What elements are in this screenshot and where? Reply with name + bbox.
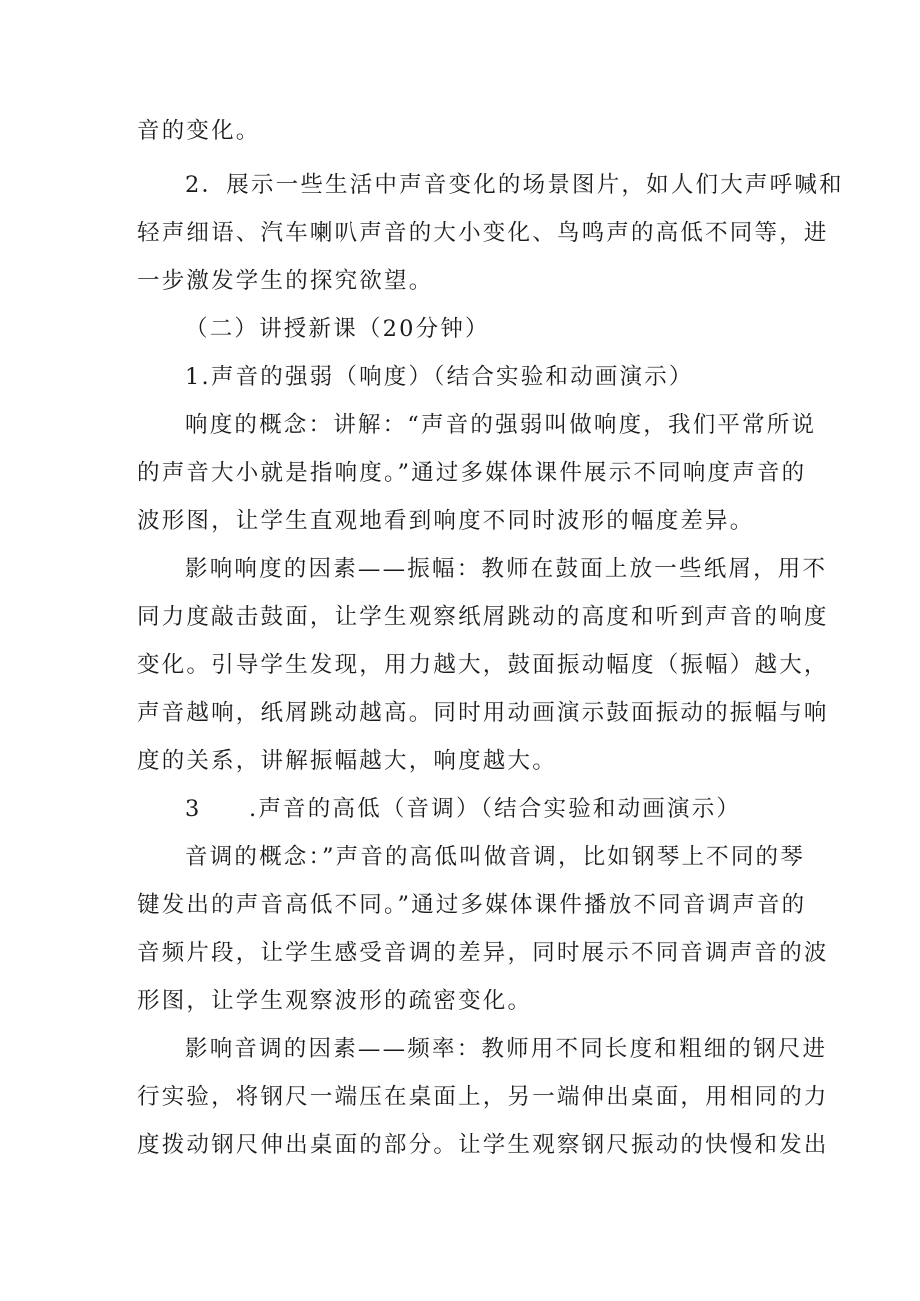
paragraph-line: 音的变化。 <box>137 118 261 144</box>
subsection-heading: 1.声音的强弱（响度）（结合实验和动画演示） <box>185 364 694 390</box>
paragraph-line: 键发出的声音高低不同。”通过多媒体课件播放不同音调声音的 <box>137 892 807 918</box>
paragraph-line: 影响音调的因素——频率：教师用不同长度和粗细的钢尺进 <box>185 1036 828 1062</box>
paragraph-line: 响度的概念：讲解：“声音的强弱叫做响度，我们平常所说 <box>185 412 817 438</box>
paragraph-line: 度拨动钢尺伸出桌面的部分。让学生观察钢尺振动的快慢和发出 <box>137 1132 829 1158</box>
paragraph-line: 2．展示一些生活中声音变化的场景图片，如人们大声呼喊和 <box>185 172 844 198</box>
paragraph-line: 音频片段，让学生感受音调的差异，同时展示不同音调声音的波 <box>137 940 829 966</box>
paragraph-line: 度的关系，讲解振幅越大，响度越大。 <box>137 748 557 774</box>
paragraph-line: 轻声细语、汽车喇叭声音的大小变化、鸟鸣声的高低不同等，进 <box>137 220 829 246</box>
paragraph-line: 行实验，将钢尺一端压在桌面上，另一端伸出桌面，用相同的力 <box>137 1084 829 1110</box>
subsection-heading <box>185 794 741 824</box>
paragraph-line: 一步激发学生的探究欲望。 <box>137 268 434 294</box>
paragraph-line: 形图，让学生观察波形的疏密变化。 <box>137 988 533 1014</box>
paragraph-line: 波形图，让学生直观地看到响度不同时波形的幅度差异。 <box>137 508 755 534</box>
paragraph-line: 的声音大小就是指响度。”通过多媒体课件展示不同响度声音的 <box>137 460 807 486</box>
paragraph-line: 声音越响，纸屑跳动越高。同时用动画演示鼓面振动的振幅与响 <box>137 700 829 726</box>
paragraph-line: 同力度敲击鼓面，让学生观察纸屑跳动的高度和听到声音的响度 <box>137 604 829 630</box>
subsection-title: .声音的高低（音调）（结合实验和动画演示） <box>249 796 742 822</box>
paragraph-line: 变化。引导学生发现，用力越大，鼓面振动幅度（振幅）越大， <box>137 652 829 678</box>
paragraph-line: 音调的概念：”声音的高低叫做音调，比如钢琴上不同的琴 <box>185 844 805 870</box>
section-heading: （二）讲授新课（20分钟） <box>185 316 490 342</box>
subsection-number: 3 <box>185 796 202 822</box>
paragraph-line: 影响响度的因素——振幅：教师在鼓面上放一些纸屑，用不 <box>185 556 828 582</box>
